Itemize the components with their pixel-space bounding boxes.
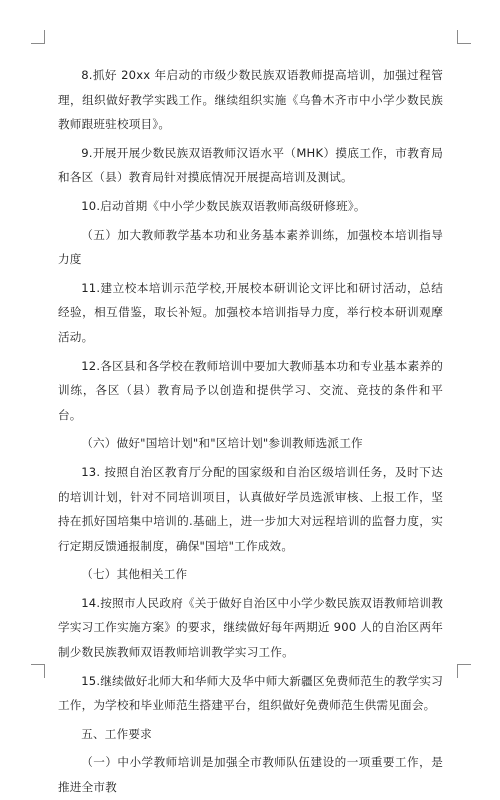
paragraph-item-11: 11.建立校本培训示范学校,开展校本研训论文评比和研讨活动，总结经验，相互借鉴，取长补短。加强校本培训指导力度，举行校本研训观摩活动。 [58,280,443,344]
document-body [58,63,443,800]
paragraph-item-8: 8.抓好 20xx 年启动的市级少数民族双语教师提高培训，加强过程管理，组织做好教学实践工作。继续组织实施《乌鲁木齐市中小学少数民族教师跟班驻校项目》。 [58,68,443,132]
section-heading-work-requirements: 五、工作要求 [81,726,152,741]
crop-mark-bottom-right [457,664,471,678]
paragraph-item-13: 13. 按照自治区教育厅分配的国家级和自治区级培训任务，及时下达的培训计划，针对不同培训项目，认真做好学员选派审核、上报工作，坚持在抓好国培集中培训的.基础上，进一步加大对远程培训的监督力度，实行定期反馈通报制度，确保"国培"工作成效。 [58,464,443,553]
paragraph-item-9: 9.开展开展少数民族双语教师汉语水平（MHK）摸底工作，市教育局和各区（县）教育局针对摸底情况开展提高培训及测试。 [58,145,443,185]
crop-mark-top-left [31,30,45,44]
crop-mark-top-right [457,30,471,44]
paragraph-item-12: 12.各区县和各学校在教师培训中要加大教师基本功和专业基本素养的训练，各区（县）教育局予以创造和提供学习、交流、竞技的条件和平台。 [58,358,443,422]
section-heading-5: （五）加大教师教学基本功和业务基本素养训练，加强校本培训指导力度 [58,227,443,267]
paragraph-requirement-1: （一）中小学教师培训是加强全市教师队伍建设的一项重要工作，是推进全市教 [58,755,443,795]
paragraph-item-15: 15.继续做好北师大和华师大及华中师大新疆区免费师范生的教学实习工作，为学校和毕业师范生搭建平台，组织做好免费师范生供需见面会。 [58,673,443,713]
paragraph-item-14: 14.按照市人民政府《关于做好自治区中小学少数民族双语教师培训教学实习工作实施方案》的要求，继续做好每年两期近 900 人的自治区两年制少数民族教师双语教师培训教学实习工作。 [58,595,443,660]
crop-mark-bottom-left [31,664,45,678]
section-heading-6: （六）做好"国培计划"和"区培计划"参训教师选派工作 [81,436,363,451]
section-heading-7: （七）其他相关工作 [81,567,188,582]
paragraph-item-10: 10.启动首期《中小学少数民族双语教师高级研修班》。 [81,198,366,213]
